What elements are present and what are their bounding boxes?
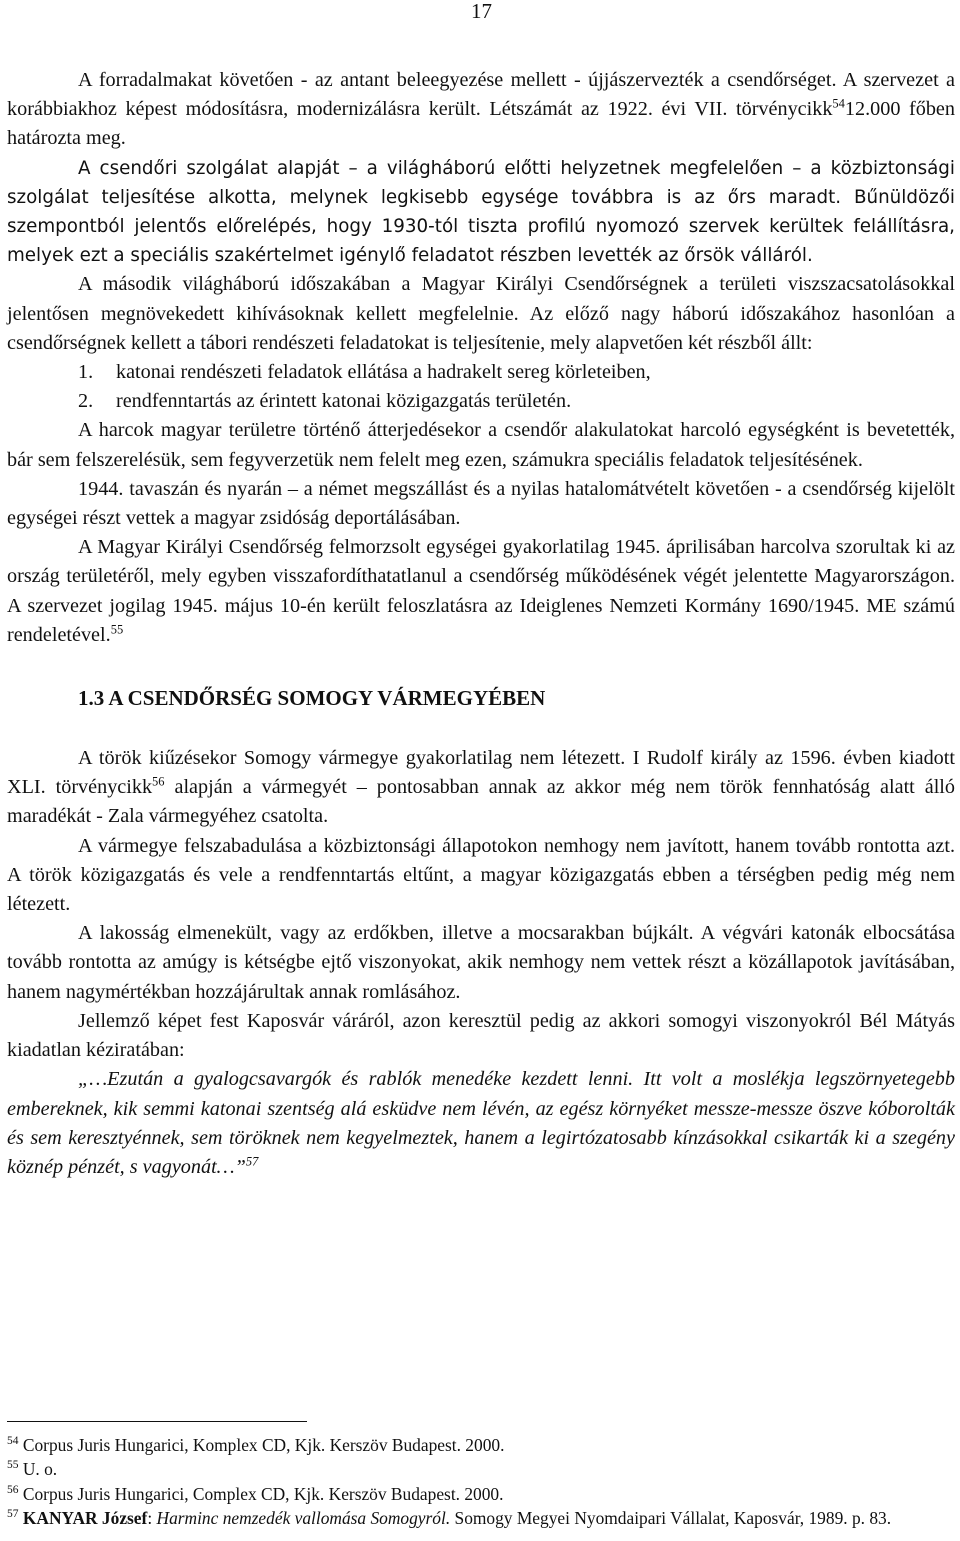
footnote (7, 1482, 955, 1506)
paragraph-text: A forradalmakat követően - az antant beleegyezése mellett - újjászervezték a csendőrséget. A szervezet a korábbiakhoz képest módosításra, modernizálásra került. Létszámát az 1922. évi VII. törvénycikk (7, 69, 955, 121)
paragraph-text: A Magyar Királyi Csendőrség felmorzsolt egységei gyakorlatilag 1945. áprilisában harcolva szorultak ki az ország területéről, mely egyben visszafordíthatatlanul a csendőrség működésének végét jelentette Magyarországon. A szervezet jogilag 1945. május 10-én került feloszlatásra az Ideiglenes Nemzeti Kormány 1690/1945. ME számú rendeletével. (7, 536, 955, 646)
footnote-text: U. o. (22, 1459, 58, 1480)
footnote-separator: : (147, 1507, 157, 1528)
paragraph-1944: 1944. tavaszán és nyarán – a német megszállást és a nyilas hatalomátvételt követően - a csendőrség kijelölt egységei részt vettek a magyar zsidóság deportálásában. (7, 477, 955, 530)
footnotes (7, 1433, 955, 1530)
paragraph-bel-matyas: Jellemző képet fest Kaposvár váráról, azon keresztül pedig az akkori somogyi viszonyokról Bél Mátyás kiadatlan kéziratában: (7, 1009, 955, 1062)
footnote-ref-54[interactable]: 54 (832, 96, 845, 111)
page-number: 17 (471, 0, 492, 23)
paragraph-dissolution (7, 533, 955, 650)
paragraph-ww2: A második világháború időszakában a Magyar Királyi Csendőrségnek a területi viszszacsatolásokkal jelentősen megnövekedett kihívásoknak kellett megfelelnie. Az előző nagy háború időszakához hasonlóan a csendőrségnek kellett a tábori rendészeti feladatokat is teljesítenie, mely alapvetően két részből állt: (7, 273, 955, 354)
footnote-author: KANYAR József (22, 1507, 148, 1528)
list-item-text: rendfenntartás az érintett katonai közigazgatás területén. (116, 390, 572, 413)
footnote-divider (7, 1421, 307, 1422)
footnote (7, 1457, 955, 1481)
paragraph-text-tail: alapján a vármegyét – pontosabban annak az akkor még nem török fennhatóság alatt álló maradékát - Zala vármegyéhez csatolta. (7, 776, 956, 828)
footnote-ref-56[interactable]: 56 (152, 774, 165, 789)
paragraph-text-tail: 12.000 főben határozta meg. (7, 98, 955, 150)
footnote-ref-57[interactable]: 57 (245, 1154, 259, 1169)
paragraph-population: A lakosság elmenekült, vagy az erdőkben, illetve a mocsarakban bújkált. A végvári katonák elbocsátása tovább rontotta az amúgy is kétségbe ejtő viszonyokat, akik nemhogy nem vettek részt a közállapotok javításában, hanem nagymértékban hozzájárultak annak romlásához. (7, 922, 955, 1003)
footnote-book-title: Harminc nemzedék vallomása Somogyról. (156, 1507, 451, 1528)
paragraph-text: A török kiűzésekor Somogy vármegye gyakorlatilag nem létezett. I Rudolf király az 1596. évben kiadott XLI. törvénycikk (7, 747, 955, 799)
footnote (7, 1506, 955, 1530)
footnote-number: 56 (7, 1483, 19, 1496)
list-item-text: katonai rendészeti feladatok ellátása a hadrakelt sereg körleteiben, (116, 361, 651, 384)
section-heading: 1.3 A CSENDŐRSÉG SOMOGY VÁRMEGYÉBEN (78, 686, 546, 711)
paragraph-combat: A harcok magyar területre történő átterjedésekor a csendőr alakulatokat harcoló egységként is bevetették, bár sem felszerelésük, sem fegyverzetük nem felelt meg ezen, számukra speciális feladatok teljesítésének. (7, 419, 955, 471)
paragraph-service: A csendőri szolgálat alapját – a világháború előtti helyzetnek megfelelően – a közbiztonsági szolgálat teljesítése alkotta, melynek legkisebb egysége továbbra is az őrs maradt. Bűnüldözői szempontból jelentős előrelépés, hogy 1930-tól tiszta profilú nyomozó szervek kerültek felállításra, melyek ezt a speciális szakértelmet igénylő feladatot részben levették az őrsök válláról. (7, 157, 955, 267)
paragraph-reorganization (7, 66, 955, 154)
quote-text: „…Ezután a gyalogcsavargók és rablók menedéke kezdett lenni. Itt volt a moslékja legszörnyetegebb embereknek, kik semmi katonai szentség alá esküdve nem lévén, az egész környéket messze-messze öszve kóborolták és sem keresztyénnek, sem töröknek nem kegyelmeztek, hanem a legirtózatosabb kínzásokkal csikarták ki a szegény köznép pénzét, s vagyonát…” (7, 1068, 955, 1178)
footnote (7, 1433, 955, 1457)
list-item-number: 1. (78, 361, 94, 384)
footnote-number: 55 (7, 1459, 19, 1472)
footnote-number: 57 (7, 1508, 19, 1520)
block-quote (7, 1065, 955, 1182)
page-body (7, 66, 955, 1182)
footnote-ref-55[interactable]: 55 (110, 622, 124, 637)
paragraph-turkish (7, 744, 955, 832)
footnote-text: Corpus Juris Hungarici, Complex CD, Kjk. Kerszöv Budapest. 2000. (22, 1483, 504, 1504)
list-item (7, 358, 955, 387)
list-item-number: 2. (78, 390, 94, 413)
footnote-publisher: Somogy Megyei Nyomdaipari Vállalat, Kaposvár, 1989. p. 83. (450, 1507, 892, 1528)
footnote-number: 54 (7, 1435, 19, 1448)
footnote-text: Corpus Juris Hungarici, Komplex CD, Kjk. Kerszöv Budapest. 2000. (22, 1435, 505, 1455)
paragraph-liberation: A vármegye felszabadulása a közbiztonsági állapotokon nemhogy nem javított, hanem tovább rontotta azt. A török közigazgatás és vele a rendfenntartás eltűnt, a magyar közigazgatás ebben a térségben pedig még nem létezett. (7, 834, 955, 916)
list-item (7, 387, 955, 416)
